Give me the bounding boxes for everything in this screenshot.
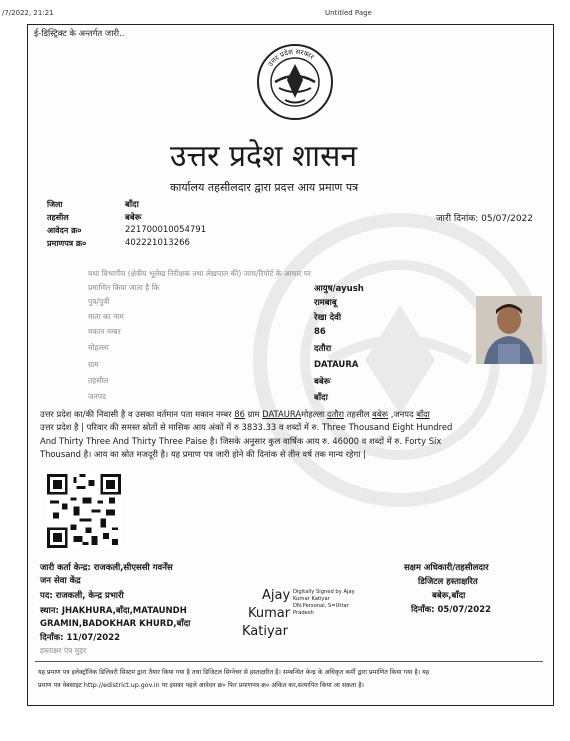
digital-sign-line-1: Digitally Signed by Ajay — [293, 589, 355, 595]
tehsil-label: तहसील — [47, 213, 69, 222]
digital-sign-line-4: Pradesh — [293, 610, 314, 616]
district-value: बाँदा — [125, 200, 139, 210]
father-label: पुत्र/पुत्री — [88, 297, 110, 306]
application-no-value: 221700010054791 — [125, 225, 207, 235]
district-label: जिला — [47, 200, 63, 209]
issuer-centre-type: जन सेवा केंद्र — [40, 576, 81, 586]
mohalla-label: मोहल्ला — [88, 343, 109, 352]
father-value: रामबाबू — [314, 298, 337, 308]
signer-name-line-1: Ajay — [262, 588, 291, 603]
tehsil-row-label: तहसील — [88, 376, 109, 385]
intro-line-1: यथा विभागीय (क्षेत्रीय भूलेख निरीक्षक तथा लेखपाल की) जांच/रिपोर्ट के आधार पर — [88, 269, 311, 278]
certificate-subtitle: कार्यालय तहसीलदार द्वारा प्रदत्त आय प्रमाण पत्र — [170, 181, 359, 194]
house-label: मकान नम्बर — [88, 327, 121, 336]
village-value: DATAURA — [314, 360, 359, 370]
issue-date: जारी दिनांक: 05/07/2022 — [436, 214, 533, 224]
certificate-no-value: 402221013266 — [125, 238, 190, 248]
issuer-place-2: GRAMIN,BADOKHAR KHURD,बाँदा — [40, 619, 191, 629]
emblem-text: उत्तर प्रदेश सरकार — [266, 47, 316, 69]
intro-line-2: प्रमाणित किया जाता है कि — [88, 283, 160, 292]
applicant-photo — [476, 296, 542, 364]
footer-divider — [35, 661, 543, 662]
authority-place: बबेरू,बाँदा — [432, 591, 466, 601]
issuer-post: पद: राजकली, केन्द्र प्रभारी — [40, 591, 124, 601]
print-datetime: /7/2022, 21:21 — [2, 9, 54, 17]
mohalla-value: दतौरा — [314, 344, 332, 354]
authority-date: दिनाँक: 05/07/2022 — [411, 605, 492, 615]
page-title: उत्तर प्रदेश शासन — [170, 139, 358, 174]
issuer-centre: जारी कर्ता केन्द्र: राजकली,सीएससी गवर्नेंस — [40, 563, 173, 573]
up-government-emblem-icon — [255, 42, 335, 122]
village-label: ग्राम — [88, 360, 99, 369]
applicant-name: आयुष/ayush — [314, 284, 364, 294]
income-line-1: उत्तर प्रदेश है | परिवार की समस्त स्रोतों से मासिक आय अंकों में रु 3833.33 व शब्दों में रु. Three Thousand Eight Hundred — [40, 422, 453, 432]
income-line-3: Thousand है। आय का स्रोत मजदूरी है। यह प्रमाण पत्र जारी होने की दिनांक से तीन वर्ष तक मान्य रहेगा | — [40, 449, 366, 459]
digital-sign-line-3: DN:Personal, S=Uttar — [293, 603, 349, 609]
issuer-date: दिनाँक: 11/07/2022 — [40, 633, 121, 643]
signature-seal-label: हस्ताक्षर एंव मुहर — [40, 646, 87, 655]
authority-digital: डिजिटल हस्ताक्षरित — [418, 577, 478, 587]
authority-title: सक्षम अधिकारी/तहसीलदार — [404, 563, 489, 573]
issuer-place-1: स्थान: JHAKHURA,बाँदा,MATAUNDH — [40, 606, 187, 616]
tehsil-value: बबेरू — [125, 213, 142, 223]
district-row-label: जनपद — [88, 392, 106, 401]
footer-line-2: प्रमाण पत्र वेबसाइट http://edistrict.up.gov.in पर इसका पहले आवेदन क्र० फिर प्रमाणपत्र क्र० अंकित कर,सत्यापित किया जा सकता है। — [38, 682, 364, 689]
residence-line: उत्तर प्रदेश का/की निवासी है व उसका वर्तमान पता मकान नम्बर 86 ग्राम DATAURAमोहल्ला दतौरा तहसील बबेरू ,जनपद बाँदा — [40, 409, 430, 419]
edistrict-note: ई-डिस्ट्रिक्ट के अन्तर्गत जारी.. — [34, 29, 125, 39]
application-no-label: आवेदन क्र० — [47, 226, 82, 235]
digital-sign-line-2: Kumar Katiyar — [293, 596, 330, 602]
footer-note — [38, 666, 538, 692]
tehsil-row-value: बबेरू — [314, 377, 331, 387]
signer-name-line-2: Kumar — [248, 606, 291, 621]
income-line-2: And Thirty Three And Thirty Three Paise है। जिसके अनुसार कुल वार्षिक आय रु. 46000 व शब्दों में रु. Forty Six — [40, 436, 442, 446]
signer-name-line-3: Katiyar — [242, 624, 288, 639]
certificate-no-label: प्रमाणपत्र क्र० — [47, 239, 87, 248]
district-row-value: बाँदा — [314, 393, 328, 403]
mother-label: माता का नाम — [88, 312, 124, 321]
qr-code-icon — [47, 474, 121, 548]
print-page-title: Untitled Page — [325, 9, 372, 17]
house-value: 86 — [314, 327, 326, 337]
mother-value: रेखा देवी — [314, 313, 342, 323]
footer-line-1: यह प्रमाण पत्र इलेक्ट्रॉनिक डिलिवरी सिस्टम द्वारा तैयार किया गया है तथा डिजिटल सिग्नेचर से हस्ताक्षरित है। सम्बन्धित केन्द्र के अधिकृत कर्मी द्वारा प्रमाणित किया गया है। यह — [38, 669, 430, 676]
